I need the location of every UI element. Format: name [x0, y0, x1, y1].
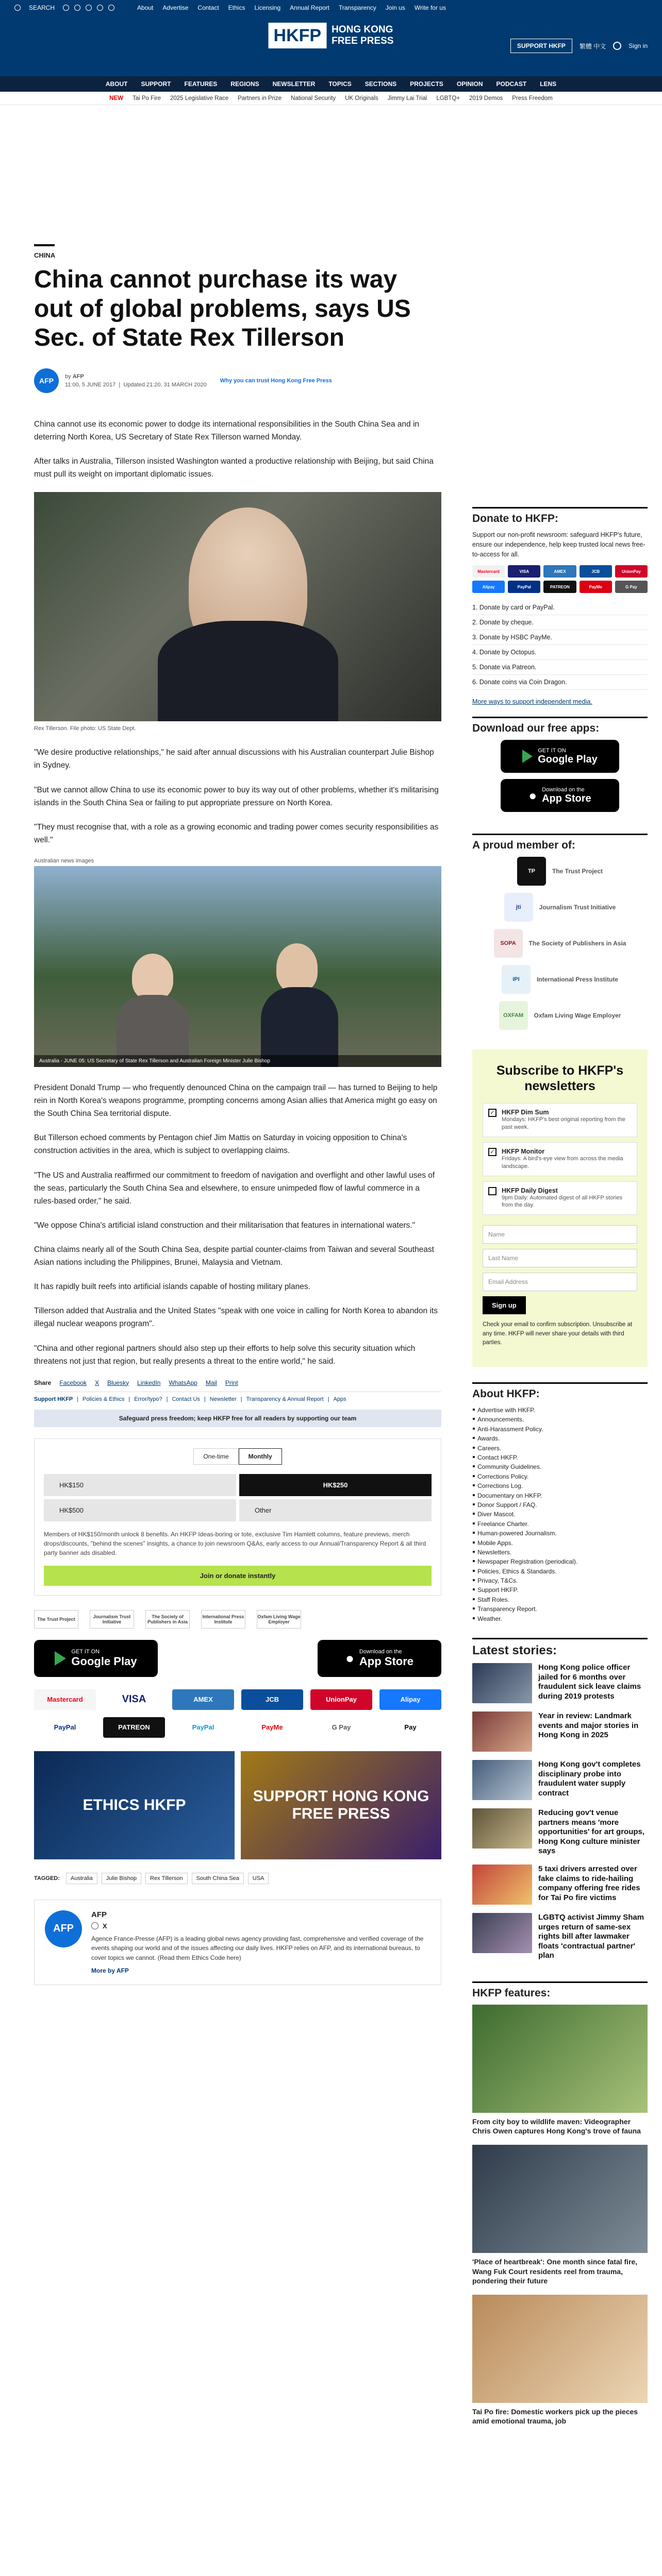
trust-project-logo[interactable]: The Trust Project	[34, 1610, 78, 1629]
payme-icon: PayMe	[261, 1723, 283, 1732]
donation-amounts	[44, 1474, 432, 1521]
about-link[interactable]: Mobile Apps.	[477, 1539, 513, 1547]
latest-stories-title: Latest stories:	[472, 1638, 648, 1658]
about-link[interactable]: Careers.	[477, 1444, 502, 1452]
bullet-icon: ▪	[472, 1566, 478, 1575]
oxfam-logo[interactable]: Oxfam Living Wage Employer	[257, 1610, 301, 1629]
paragraph: President Donald Trump — who frequently denounced China on the campaign trail — has turned to Beijing to help rein in North Korea's weapons programme, prompting concerns among Asian allies that America might go easy on the South China Sea territorial dispute.	[34, 1083, 438, 1118]
amount-option[interactable]: HK$150	[44, 1474, 236, 1496]
google-play-button[interactable]: GET IT ON Google Play	[34, 1640, 158, 1677]
byline	[34, 368, 441, 393]
author-link[interactable]: AFP	[72, 373, 84, 380]
ipi-icon: IPI	[502, 965, 531, 994]
about-link[interactable]: Privacy, T&Cs.	[477, 1577, 518, 1585]
main-nav	[0, 76, 662, 92]
newsletter-note: Check your email to confirm subscription. Unsubscribe at any time. HKFP will never share your details with third parties.	[483, 1321, 633, 1346]
app-store-row	[34, 1640, 441, 1677]
trending-link[interactable]: Press Freedom	[512, 95, 553, 101]
nav-features[interactable]: FEATURES	[184, 80, 218, 88]
unionpay-icon: UnionPay	[310, 1689, 372, 1710]
utility-link-transparency[interactable]: Transparency	[338, 4, 376, 11]
sign-up-button[interactable]: Sign up	[483, 1296, 526, 1314]
embed-label: Australian news images	[34, 857, 94, 864]
paragraph: "We desire productive relationships," he said after annual discussions with his Australian counterpart Julie Bishop in Sydney.	[34, 748, 434, 770]
checkbox-checked[interactable]: ✓	[488, 1148, 496, 1156]
utility-link-write[interactable]: Write for us	[414, 4, 446, 11]
member-sopa[interactable]: SOPA The Society of Publishers in Asia	[472, 929, 648, 958]
apple-icon: ●	[345, 1650, 354, 1666]
trending-link[interactable]: Partners in Prize	[238, 95, 282, 101]
applepay-icon: Pay	[404, 1723, 417, 1732]
amex-icon: AMEX	[543, 565, 576, 578]
app-store-button[interactable]: ● Download on the App Store	[318, 1640, 441, 1677]
donate-option[interactable]: 3. Donate by HSBC PayMe.	[472, 630, 648, 645]
tags-label: TAGGED:	[34, 1875, 60, 1882]
story-item[interactable]: 5 taxi drivers arrested over fake claims to ride-hailing company offering free rides for Tai Po fire victims	[472, 1865, 648, 1905]
about-link[interactable]: Transparency Report.	[477, 1605, 537, 1613]
nav-lens[interactable]: LENS	[540, 80, 557, 88]
logo-wordmark: HONG KONG FREE PRESS	[332, 24, 394, 46]
checkbox-unchecked[interactable]	[488, 1187, 496, 1195]
site-header	[0, 15, 662, 76]
bullet-icon: ▪	[472, 1595, 478, 1604]
support-banner[interactable]: SUPPORT HONG KONG FREE PRESS	[241, 1751, 441, 1859]
trending-bar	[0, 92, 662, 105]
newsletter-title: Subscribe to HKFP's newsletters	[496, 1063, 624, 1094]
nav-newsletter[interactable]: NEWSLETTER	[272, 80, 316, 88]
sidebar-apps-title: Download our free apps:	[472, 717, 648, 735]
jti-icon: jti	[504, 893, 533, 922]
newsletter-option[interactable]: ✓ HKFP Dim Sum Mondays: HKFP's best original reporting from the past week.	[483, 1103, 637, 1137]
gpay-icon: G Pay	[332, 1723, 351, 1732]
donation-widget	[34, 1438, 441, 1596]
sign-in-link[interactable]: Sign in	[628, 42, 648, 49]
tag[interactable]: Julie Bishop	[102, 1873, 141, 1884]
bullet-icon: ▪	[472, 1490, 478, 1500]
share-bar	[34, 1379, 441, 1392]
nav-regions[interactable]: REGIONS	[230, 80, 259, 88]
youtube-icon[interactable]	[97, 5, 103, 11]
trending-link[interactable]: 2025 Legislative Race	[170, 95, 229, 101]
instagram-icon[interactable]	[86, 5, 92, 11]
website-icon[interactable]	[91, 1922, 98, 1929]
about-link[interactable]: Support HKFP.	[477, 1586, 519, 1594]
newsletter-option[interactable]: ✓ HKFP Monitor Fridays: A bird's-eye view from across the media landscape.	[483, 1142, 637, 1176]
amount-option[interactable]: HK$500	[44, 1499, 236, 1521]
amount-option-other[interactable]: Other	[239, 1499, 432, 1521]
sidebar-donate-text: Support our non-profit newsroom: safeguard HKFP's future, ensure our independence, help keep trusted local news free-to-access for all.	[472, 531, 646, 558]
footer-link-contact[interactable]: Contact Us	[172, 1396, 200, 1402]
frequency-monthly[interactable]: Monthly	[239, 1448, 282, 1465]
user-icon[interactable]	[613, 42, 621, 50]
mastercard-icon: Mastercard	[472, 565, 505, 578]
tag[interactable]: South China Sea	[192, 1873, 244, 1884]
lang-switch[interactable]: 繁體 中文	[579, 42, 606, 50]
about-links	[472, 1405, 648, 1623]
bullet-icon: ▪	[472, 1453, 478, 1462]
utility-link-annual-report[interactable]: Annual Report	[290, 4, 329, 11]
author-bio-name[interactable]: AFP	[91, 1910, 107, 1919]
feature-image[interactable]	[472, 2295, 648, 2403]
bullet-icon: ▪	[472, 1471, 478, 1481]
story-item[interactable]: LGBTQ activist Jimmy Sham urges return of same-sex rights bill after lawmaker floats 'contractual partner' plan	[472, 1913, 648, 1961]
utility-link-advertise[interactable]: Advertise	[162, 4, 189, 11]
article-title: China cannot purchase its way out of global problems, says US Sec. of State Rex Tillerson	[34, 266, 411, 352]
membership-note: Members of HK$150/month unlock 8 benefits. An HKFP Ideas-boring or tote, exclusive Tim Hamlett columns, feature previews, merch drops/discounts, "behind the scenes" insights, a chance to join newsroom Q&As, early access to our Annual/Transparency Report & all third party banner ads disabled.	[44, 1530, 426, 1556]
paypal-icon: PayPal	[508, 581, 540, 593]
story-thumbnail[interactable]	[472, 1711, 532, 1752]
about-link[interactable]: Corrections Policy.	[477, 1472, 529, 1480]
utility-link-about[interactable]: About	[137, 4, 154, 11]
sidebar-payment-icons	[472, 565, 648, 593]
footer-link-newsletter[interactable]: Newsletter	[209, 1396, 237, 1402]
story-item[interactable]: Hong Kong gov't completes disciplinary probe into fraudulent water supply contract	[472, 1760, 648, 1800]
kicker-rule	[34, 244, 55, 246]
about-link[interactable]: Human-powered Journalism.	[477, 1530, 557, 1537]
site-logo[interactable]	[269, 23, 394, 48]
about-link[interactable]: Announcements.	[477, 1416, 524, 1423]
donate-option[interactable]: 6. Donate coins via Coin Dragon.	[472, 675, 648, 690]
name-field[interactable]: Name	[483, 1225, 637, 1244]
jti-logo[interactable]: Journalism Trust Initiative	[90, 1610, 134, 1629]
visa-icon: VISA	[508, 565, 540, 578]
updated-date: Updated 21:20, 31 MARCH 2020	[123, 381, 207, 388]
oxfam-icon: OXFAM	[499, 1001, 528, 1030]
bullet-icon: ▪	[472, 1481, 478, 1490]
bullet-icon: ▪	[472, 1443, 478, 1452]
story-thumbnail[interactable]	[472, 1760, 532, 1800]
bullet-icon: ▪	[472, 1510, 478, 1519]
support-button[interactable]: SUPPORT HKFP	[510, 39, 572, 53]
about-link[interactable]: Weather.	[477, 1615, 502, 1622]
about-link[interactable]: Staff Roles.	[477, 1596, 509, 1603]
nav-podcast[interactable]: PODCAST	[496, 80, 527, 88]
about-link[interactable]: Corrections Log.	[477, 1482, 523, 1490]
feature-item[interactable]: Tai Po fire: Domestic workers pick up the pieces amid emotional trauma, job	[472, 2295, 648, 2426]
jcb-icon: JCB	[580, 565, 612, 578]
newsletter-signup	[472, 1049, 648, 1367]
paragraph: "We oppose China's artificial island construction and their militarisation that features in international waters."	[34, 1221, 416, 1230]
partner-logos	[34, 1610, 441, 1629]
tag[interactable]: Rex Tillerson	[145, 1873, 188, 1884]
about-link[interactable]: Community Guidelines.	[477, 1463, 542, 1471]
share-print[interactable]: Print	[225, 1379, 238, 1386]
utility-bar	[0, 0, 662, 15]
paragraph: But Tillerson echoed comments by Pentagon chief Jim Mattis on Saturday in voicing opposition to China's construction activities in the area, which is subject to overlapping claims.	[34, 1133, 407, 1156]
donate-option[interactable]: 4. Donate by Octopus.	[472, 645, 648, 660]
trending-link[interactable]: UK Originals	[345, 95, 378, 101]
story-thumbnail[interactable]	[472, 1808, 532, 1849]
article-photo-embed[interactable]	[34, 866, 441, 1067]
social-icons[interactable]	[63, 5, 114, 11]
about-link[interactable]: Donor Support / FAQ.	[477, 1501, 537, 1509]
story-item[interactable]: Year in review: Landmark events and major stories in Hong Kong in 2025	[472, 1711, 648, 1752]
footer-link-policies[interactable]: Policies & Ethics	[82, 1396, 125, 1402]
visa-icon: VISA	[122, 1693, 146, 1705]
telegram-icon[interactable]	[108, 5, 114, 11]
sidebar-about-title: About HKFP:	[472, 1382, 648, 1400]
promo-banners	[34, 1751, 441, 1859]
paragraph: "They must recognise that, with a role as a growing economic and trading power comes security responsibilities as well."	[34, 822, 439, 844]
ipi-logo[interactable]: International Press Institute	[201, 1610, 245, 1629]
nav-support[interactable]: SUPPORT	[141, 80, 171, 88]
features-title: HKFP features:	[472, 1981, 648, 1999]
sopa-logo[interactable]: The Society of Publishers in Asia	[145, 1610, 190, 1629]
utility-link-join[interactable]: Join us	[385, 4, 405, 11]
paragraph: Tillerson added that Australia and the United States "speak with one voice in calling for North Korea to abandon its illegal nuclear weapons program".	[34, 1307, 438, 1329]
patreon-icon: PATREON	[103, 1717, 165, 1738]
bullet-icon: ▪	[472, 1434, 478, 1443]
bullet-icon: ▪	[472, 1462, 478, 1471]
press-freedom-banner[interactable]: Safeguard press freedom; keep HKFP free for all readers by supporting our team	[34, 1410, 441, 1427]
patreon-icon: PATREON	[543, 581, 576, 593]
share-label: Share	[34, 1379, 52, 1386]
jcb-icon: JCB	[241, 1689, 303, 1710]
bullet-icon: ▪	[472, 1585, 478, 1595]
newsletter-option[interactable]: HKFP Daily Digest 9pm Daily: Automated digest of all HKFP stories from the day.	[483, 1181, 637, 1215]
x-icon[interactable]	[74, 5, 80, 11]
alipay-icon: Alipay	[472, 581, 505, 593]
nav-sections[interactable]: SECTIONS	[365, 80, 397, 88]
last-name-field[interactable]: Last Name	[483, 1249, 637, 1267]
tag[interactable]: Australia	[66, 1873, 97, 1884]
footer-link-transparency[interactable]: Transparency & Annual Report	[246, 1396, 324, 1402]
footer-link-support[interactable]: Support HKFP	[34, 1396, 73, 1402]
more-by-author-link[interactable]: More by AFP	[91, 1967, 129, 1974]
sidebar-donate-title: Donate to HKFP:	[472, 507, 648, 525]
about-link[interactable]: Anti-Harassment Policy.	[477, 1425, 543, 1433]
about-link[interactable]: Newsletters.	[477, 1548, 512, 1556]
about-link[interactable]: Contact HKFP.	[477, 1454, 518, 1462]
story-item[interactable]: Hong Kong police officer jailed for 6 months over fraudulent sick leave claims during 2019 protests	[472, 1663, 648, 1703]
new-badge: NEW	[109, 95, 123, 101]
member-jti[interactable]: jti Journalism Trust Initiative	[472, 893, 648, 922]
article-tags	[34, 1873, 441, 1884]
about-link[interactable]: Advertise with HKFP.	[477, 1406, 535, 1414]
search-link[interactable]: SEARCH	[29, 4, 55, 11]
x-icon[interactable]: X	[103, 1922, 107, 1930]
share-facebook[interactable]: Facebook	[59, 1379, 87, 1386]
paragraph: It has rapidly built reefs into artificial islands capable of hosting military planes.	[34, 1282, 310, 1292]
paragraph: "China and other regional partners should also step up their efforts to help solve this security situation which threatens not just that region, but really presents a threat to the entire world," he said.	[34, 1344, 416, 1366]
join-donate-button[interactable]: Join or donate instantly	[44, 1566, 432, 1586]
tag[interactable]: USA	[248, 1873, 269, 1884]
payment-methods	[34, 1689, 441, 1738]
author-bio-text: Agence France-Presse (AFP) is a leading global news agency providing fast, comprehensive and verified coverage of the events shaping our world and of the issues affecting our daily lives. HKFP relies on AFP, and its international bureaus, to cover topics we cannot. (Read them Ethics Code here)	[91, 1935, 424, 1961]
paypal-alt-icon: PayPal	[192, 1723, 214, 1732]
story-thumbnail[interactable]	[472, 1865, 532, 1905]
logo-mark: HKFP	[269, 23, 327, 48]
sidebar-app-store-button[interactable]: ● Download on the App Store	[501, 779, 619, 812]
utility-link-ethics[interactable]: Ethics	[228, 4, 245, 11]
trending-link[interactable]: LGBTQ+	[436, 95, 460, 101]
paragraph: China claims nearly all of the South China Sea, despite partial counter-claims from Taiwan and several Southeast Asian nations including the Philippines, Brunei, Malaysia and Vietnam.	[34, 1245, 434, 1267]
trending-link[interactable]: National Security	[291, 95, 336, 101]
bullet-icon: ▪	[472, 1576, 478, 1585]
ethics-banner[interactable]: ETHICS HKFP	[34, 1751, 235, 1859]
bullet-icon: ▪	[472, 1519, 478, 1528]
sopa-icon: SOPA	[494, 929, 523, 958]
member-ipi[interactable]: IPI International Press Institute	[472, 965, 648, 994]
search-icon[interactable]	[14, 5, 21, 11]
utility-links	[137, 4, 446, 11]
share-whatsapp[interactable]: WhatsApp	[169, 1379, 197, 1386]
story-item[interactable]: Reducing gov't venue partners means 'more opportunities' for art groups, Hong Kong culture minister says	[472, 1808, 648, 1856]
mastercard-icon: Mastercard	[34, 1689, 96, 1710]
play-icon	[522, 750, 533, 763]
bullet-icon: ▪	[472, 1424, 478, 1433]
payme-icon: PayMe	[580, 581, 612, 593]
nav-opinion[interactable]: OPINION	[456, 80, 483, 88]
about-link[interactable]: Policies, Ethics & Standards.	[477, 1567, 557, 1575]
donate-option[interactable]: 1. Donate by card or PayPal.	[472, 600, 648, 615]
facebook-icon[interactable]	[63, 5, 69, 11]
bullet-icon: ▪	[472, 1547, 478, 1556]
donate-option[interactable]: 2. Donate by cheque.	[472, 615, 648, 630]
nav-about[interactable]: ABOUT	[105, 80, 128, 88]
bullet-icon: ▪	[472, 1529, 478, 1538]
feature-item[interactable]: From city boy to wildlife maven: Videographer Chris Owen captures Hong Kong's trove of fauna	[472, 2005, 648, 2136]
author-bio-avatar[interactable]: AFP	[45, 1910, 82, 1947]
article-category[interactable]: CHINA	[34, 251, 56, 259]
embed-photo-caption: Australia - JUNE 05: US Secretary of State Rex Tillerson and Australian Foreign Minister Julie Bishop	[34, 1055, 441, 1067]
bullet-icon: ▪	[472, 1405, 478, 1415]
sidebar	[472, 507, 648, 2435]
bullet-icon: ▪	[472, 1604, 478, 1614]
author-avatar[interactable]: AFP	[34, 368, 59, 393]
utility-link-contact[interactable]: Contact	[197, 4, 219, 11]
donation-frequency-toggle	[44, 1448, 432, 1465]
share-bluesky[interactable]: Bluesky	[107, 1379, 129, 1386]
share-x[interactable]: X	[95, 1379, 100, 1386]
member-oxfam[interactable]: OXFAM Oxfam Living Wage Employer	[472, 1001, 648, 1030]
sidebar-google-play-button[interactable]: GET IT ON Google Play	[501, 740, 619, 773]
amex-icon: AMEX	[172, 1689, 234, 1710]
member-trust-project[interactable]: TP The Trust Project	[472, 857, 648, 886]
bullet-icon: ▪	[472, 1557, 478, 1566]
feature-item[interactable]: 'Place of heartbreak': One month since fatal fire, Wang Fuk Court residents reel from trauma, pondering their future	[472, 2145, 648, 2285]
bullet-icon: ▪	[472, 1415, 478, 1424]
article	[34, 244, 441, 1985]
amount-option-selected[interactable]: HK$250	[239, 1474, 432, 1496]
unionpay-icon: UnionPay	[615, 565, 648, 578]
about-link[interactable]: Documentary on HKFP.	[477, 1492, 542, 1499]
publish-date: 11:00, 5 JUNE 2017	[65, 381, 116, 388]
story-thumbnail[interactable]	[472, 1663, 532, 1703]
article-footer-links: Support HKFP | Policies & Ethics | Error/typo? | Contact Us | Newsletter | Transparency & Annual Report | Apps	[34, 1396, 346, 1402]
bullet-icon: ▪	[472, 1614, 478, 1623]
apple-icon: ●	[528, 787, 537, 803]
donate-option[interactable]: 5. Donate via Patreon.	[472, 660, 648, 675]
author-bio-box	[34, 1900, 441, 1985]
about-link[interactable]: Diver Mascot.	[477, 1511, 516, 1518]
paragraph: "The US and Australia reaffirmed our commitment to freedom of navigation and overflight and other lawful uses of the seas, particularly the South China Sea and elsewhere, to ensure unimpeded flow of lawful commerce in a rules-based order," he said.	[34, 1171, 435, 1206]
about-link[interactable]: Freelance Charter.	[477, 1520, 529, 1528]
bullet-icon: ▪	[472, 1538, 478, 1547]
trust-project-icon: TP	[517, 857, 546, 886]
paragraph: China cannot use its economic power to dodge its international responsibilities in the South China Sea and in deterring North Korea, US Secretary of State Rex Tillerson warned Monday.	[34, 419, 420, 442]
utility-link-licensing[interactable]: Licensing	[254, 4, 281, 11]
nav-projects[interactable]: PROJECTS	[410, 80, 443, 88]
footer-link-error[interactable]: Error/typo?	[134, 1396, 162, 1402]
share-mail[interactable]: Mail	[205, 1379, 217, 1386]
nav-topics[interactable]: TOPICS	[328, 80, 352, 88]
trending-link[interactable]: 2019 Demos	[469, 95, 503, 101]
checkbox-checked[interactable]: ✓	[488, 1109, 496, 1117]
latest-stories	[472, 1663, 648, 1961]
feature-image[interactable]	[472, 2145, 648, 2253]
share-linkedin[interactable]: LinkedIn	[137, 1379, 161, 1386]
feature-image[interactable]	[472, 2005, 648, 2113]
email-field[interactable]: Email Address	[483, 1273, 637, 1291]
footer-link-apps[interactable]: Apps	[333, 1396, 346, 1402]
frequency-one-time[interactable]: One-time	[193, 1448, 238, 1465]
about-link[interactable]: Newspaper Registration (periodical).	[477, 1558, 578, 1566]
photo-caption: Rex Tillerson. File photo: US State Dept.	[34, 725, 136, 732]
more-ways-link[interactable]: More ways to support independent media.	[472, 698, 592, 706]
trending-link[interactable]: Jimmy Lai Trial	[387, 95, 427, 101]
sidebar-member-title: A proud member of:	[472, 834, 648, 852]
header-actions	[510, 39, 648, 53]
gpay-icon: G Pay	[615, 581, 648, 593]
paypal-icon: PayPal	[54, 1723, 76, 1732]
paragraph: "But we cannot allow China to use its economic power to buy its way out of other problems, whether it's militarising islands in the South China Sea or failing to put appropriate pressure on North Korea.	[34, 785, 439, 807]
play-icon	[55, 1651, 66, 1666]
alipay-icon: Alipay	[379, 1689, 441, 1710]
bullet-icon: ▪	[472, 1500, 478, 1509]
paragraph: After talks in Australia, Tillerson insisted Washington wanted a productive relationship with Beijing, but said China must pull its weight on important diplomatic issues.	[34, 457, 434, 479]
article-photo-tillerson[interactable]	[34, 492, 441, 721]
story-thumbnail[interactable]	[472, 1913, 532, 1953]
trust-link[interactable]: Why you can trust Hong Kong Free Press	[220, 377, 332, 384]
byline-meta: by AFP 11:00, 5 JUNE 2017 | Updated 21:20, 31 MARCH 2020	[65, 373, 207, 388]
about-link[interactable]: Awards.	[477, 1435, 500, 1443]
trending-link[interactable]: Tai Po Fire	[132, 95, 161, 101]
